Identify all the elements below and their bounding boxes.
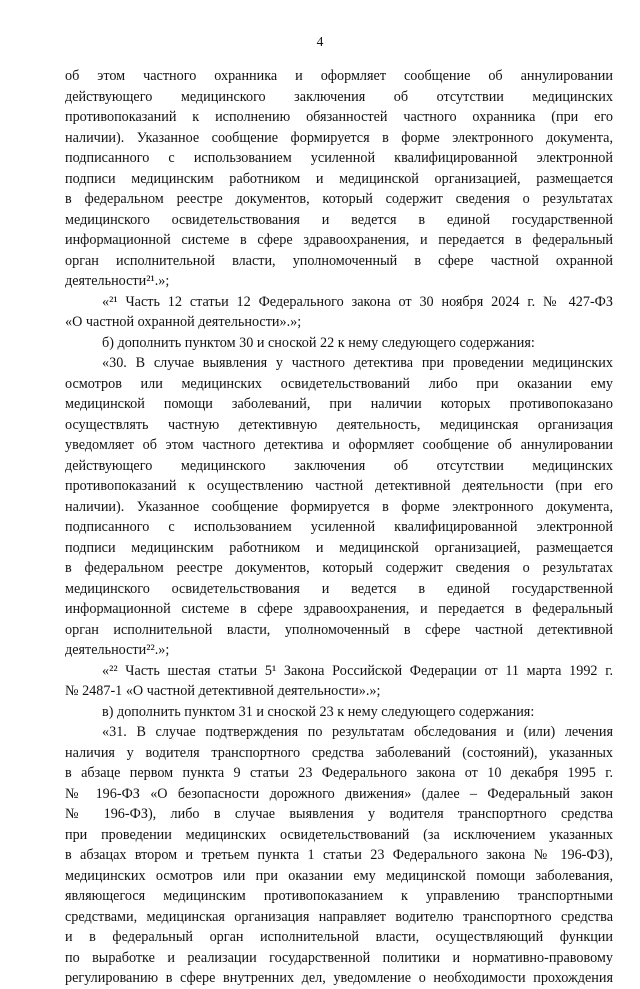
document-body — [65, 66, 613, 989]
text-line: в федеральном реестре документов, который содержит сведения о результатах — [65, 560, 613, 576]
text-line: информационной системе в сфере здравоохранения, и передается в федеральный — [65, 232, 613, 248]
text-line: медицинской помощи заболеваний, при наличии которых противопоказано — [65, 396, 613, 412]
text-line: наличии). Указанное сообщение формируется в форме электронного документа, — [65, 129, 613, 146]
text-line: противопоказаний к осуществлению частной детективной деятельности (при его — [65, 478, 613, 494]
text-line: орган исполнительной власти, уполномоченный в сфере частной охранной — [65, 252, 613, 269]
text-line: № 196-ФЗ «О безопасности дорожного движения» (далее – Федеральный закон — [65, 785, 613, 802]
footnote-line: «²² Часть шестая статьи 5¹ Закона Российской Федерации от 11 марта 1992 г. — [102, 662, 613, 679]
text-line: осуществлять частную детективную деятельность, медицинская организация — [65, 416, 613, 433]
amendment-heading: б) дополнить пунктом 30 и сноской 22 к нему следующего содержания: — [102, 334, 535, 351]
text-line: наличия у водителя транспортного средства заболеваний (состояний), указанных — [65, 744, 613, 761]
text-line: в федеральном реестре документов, который содержит сведения о результатах — [65, 191, 613, 207]
text-line: действующего медицинского заключения об отсутствии медицинских — [65, 88, 613, 105]
text-line: орган исполнительной власти, уполномоченный в сфере частной детективной — [65, 621, 613, 638]
text-line: средствами, медицинская организация направляет водителю транспортного средства — [65, 908, 613, 925]
text-line: и в федеральный орган исполнительной власти, осуществляющий функции — [65, 929, 613, 945]
text-line: противопоказаний к исполнению обязанностей частного охранника (при его — [65, 109, 613, 125]
text-line: медицинского освидетельствования и ведется в единой государственной — [65, 580, 613, 597]
text-line: являющегося медицинским противопоказанием к управлению транспортными — [65, 888, 613, 904]
text-line: наличии). Указанное сообщение формируется в форме электронного документа, — [65, 498, 613, 515]
text-line-end: деятельности²¹.»; — [65, 273, 170, 289]
text-line: осмотров или медицинских освидетельствований либо при оказании ему — [65, 375, 613, 392]
text-line: по выработке и реализации государственной политики и нормативно-правовому — [65, 949, 613, 966]
amendment-heading: в) дополнить пунктом 31 и сноской 23 к нему следующего содержания: — [102, 703, 535, 720]
text-line: уведомляет об этом частного детектива и оформляет сообщение об аннулировании — [65, 437, 613, 453]
footnote-line-end: № 2487-1 «О частной детективной деятельности».»; — [65, 683, 381, 699]
text-line: «30. В случае выявления у частного детектива при проведении медицинских — [102, 355, 613, 371]
text-line: информационной системе в сфере здравоохранения, и передается в федеральный — [65, 601, 613, 617]
text-line: «31. В случае подтверждения по результатам обследования и (или) лечения — [102, 724, 613, 740]
text-line: медицинского освидетельствования и ведется в единой государственной — [65, 211, 613, 228]
text-line: в абзаце первом пункта 9 статьи 23 Федерального закона от 10 декабря 1995 г. — [65, 765, 613, 781]
text-line: № 196-ФЗ), либо в случае выявления у водителя транспортного средства — [65, 806, 613, 822]
text-line-end: деятельности²².»; — [65, 642, 170, 658]
text-line: регулированию в сфере внутренних дел, уведомление о необходимости прохождения — [65, 970, 613, 986]
text-line: подписанного с использованием усиленной квалифицированной электронной — [65, 519, 613, 535]
page-number: 4 — [316, 34, 324, 49]
text-line: действующего медицинского заключения об отсутствии медицинских — [65, 457, 613, 474]
text-line: медицинских осмотров или при оказании ему медицинской помощи заболевания, — [65, 867, 613, 884]
text-line: подписи медицинским работником и медицинской организацией, размещается — [65, 539, 613, 556]
text-line: подписанного с использованием усиленной квалифицированной электронной — [65, 150, 613, 166]
text-line: при проведении медицинских освидетельствований (за исключением указанных — [65, 826, 613, 843]
footnote-line: «²¹ Часть 12 статьи 12 Федерального закона от 30 ноября 2024 г. № 427-ФЗ — [102, 293, 613, 310]
text-line: в абзацах втором и третьем пункта 1 статьи 23 Федерального закона № 196-ФЗ), — [65, 847, 613, 863]
text-line: об этом частного охранника и оформляет сообщение об аннулировании — [65, 68, 613, 84]
footnote-line-end: «О частной охранной деятельности».»; — [65, 314, 302, 330]
text-line: подписи медицинским работником и медицинской организацией, размещается — [65, 170, 613, 187]
